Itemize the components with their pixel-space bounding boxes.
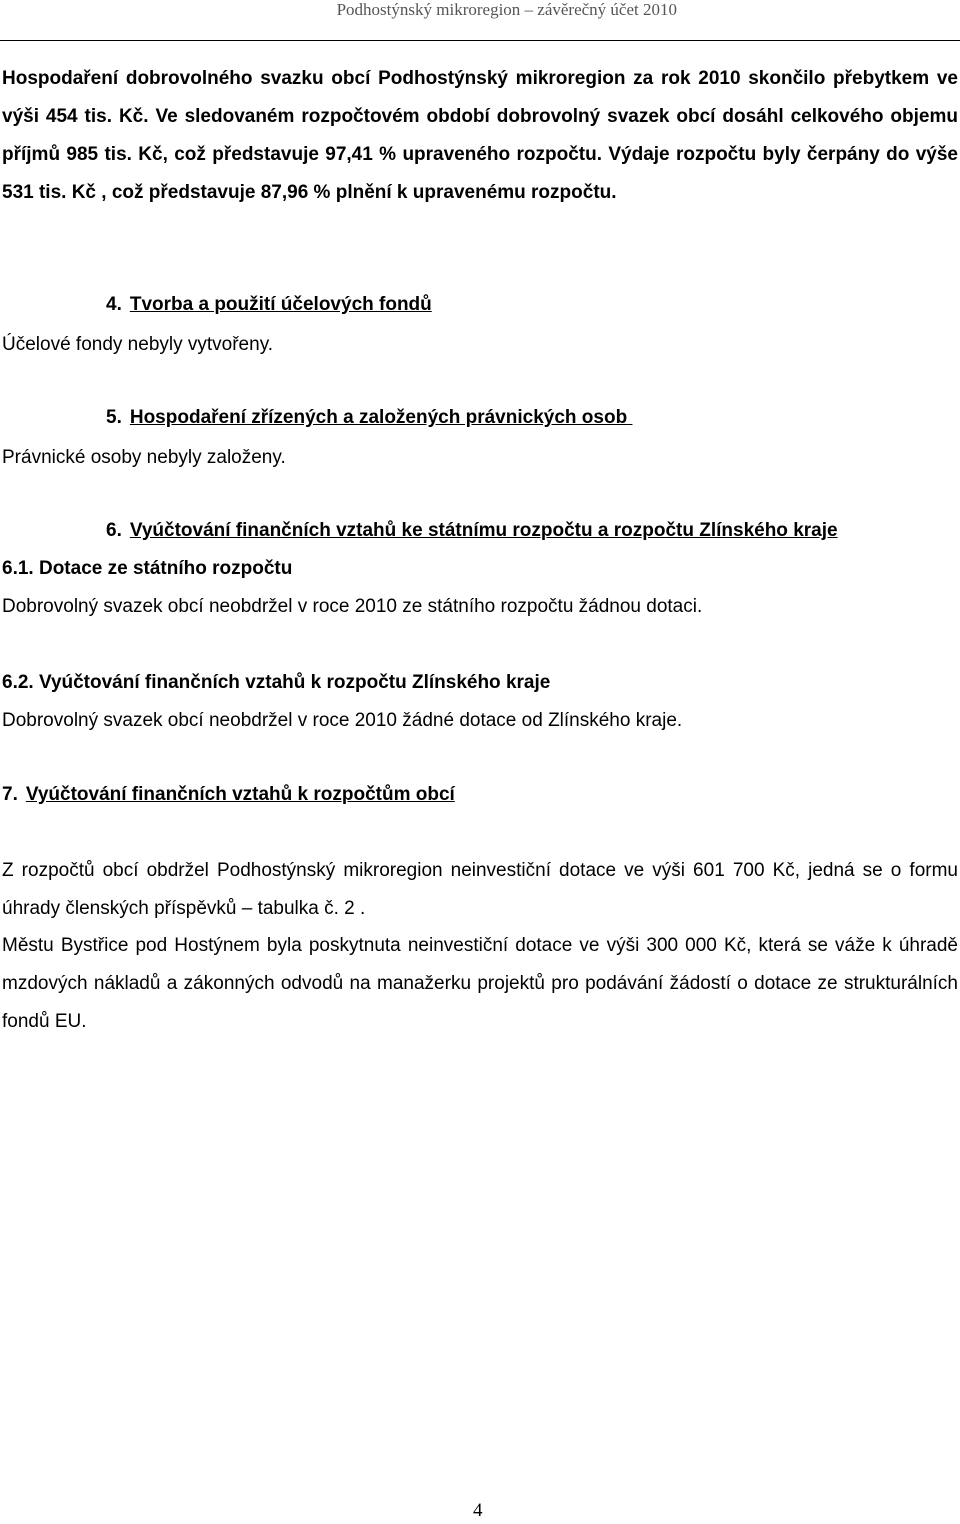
subsection-6-2-text: Dobrovolný svazek obcí neobdržel v roce 2010 žádné dotace od Zlínského kraje. — [2, 710, 683, 731]
section-5-number: 5. — [106, 407, 122, 428]
subsection-6-2-heading: 6.2. Vyúčtování finančních vztahů k rozpočtu Zlínského kraje — [2, 672, 551, 693]
page-header — [0, 0, 960, 41]
section-4-number: 4. — [106, 294, 122, 315]
section-7-heading — [2, 783, 455, 807]
section-6-title: Vyúčtování finančních vztahů ke státnímu rozpočtu a rozpočtu Zlínského kraje — [129, 520, 838, 541]
subsection-6-1-text: Dobrovolný svazek obcí neobdržel v roce 2010 ze státního rozpočtu žádnou dotaci. — [2, 596, 703, 617]
section-4-text: Účelové fondy nebyly vytvořeny. — [2, 334, 274, 355]
section-7-paragraph-2: Městu Bystřice pod Hostýnem byla poskytnuta neinvestiční dotace ve výši 300 000 Kč, která se váže k úhradě mzdových nákladů a zákonných odvodů na manažerku projektů pro podávání žádostí o dotace ze strukturálních fondů EU. — [2, 935, 958, 1032]
section-5-heading — [106, 406, 653, 430]
page-number: 4 — [473, 1500, 483, 1521]
header-title: Podhostýnský mikroregion – závěrečný účet 2010 — [336, 0, 677, 19]
section-6-heading — [106, 519, 838, 543]
section-7-paragraph-1: Z rozpočtů obcí obdržel Podhostýnský mikroregion neinvestiční dotace ve výši 601 700 Kč, jedná se o formu úhrady členských příspěvků – tabulka č. 2 . — [2, 860, 958, 919]
section-6-number: 6. — [106, 520, 122, 541]
intro-paragraph: Hospodaření dobrovolného svazku obcí Podhostýnský mikroregion za rok 2010 skončilo přebytkem ve výši 454 tis. Kč. Ve sledovaném rozpočtovém období dobrovolný svazek obcí dosáhl celkového objemu příjmů 985 tis. Kč, což představuje 97,41 % upraveného rozpočtu. Výdaje rozpočtu byly čerpány do výše 531 tis. Kč , což představuje 87,96 % plnění k upravenému rozpočtu. — [2, 68, 958, 203]
section-5-text: Právnické osoby nebyly založeny. — [2, 447, 286, 468]
section-5-underline-tail — [627, 406, 653, 430]
subsection-6-1-heading: 6.1. Dotace ze státního rozpočtu — [2, 558, 293, 579]
section-7-number: 7. — [2, 784, 18, 805]
section-5-title: Hospodaření zřízených a založených právnických osob — [129, 407, 628, 428]
section-4-title: Tvorba a použití účelových fondů — [129, 294, 432, 315]
section-4-heading — [106, 293, 432, 317]
section-7-title: Vyúčtování finančních vztahů k rozpočtům obcí — [25, 784, 455, 805]
